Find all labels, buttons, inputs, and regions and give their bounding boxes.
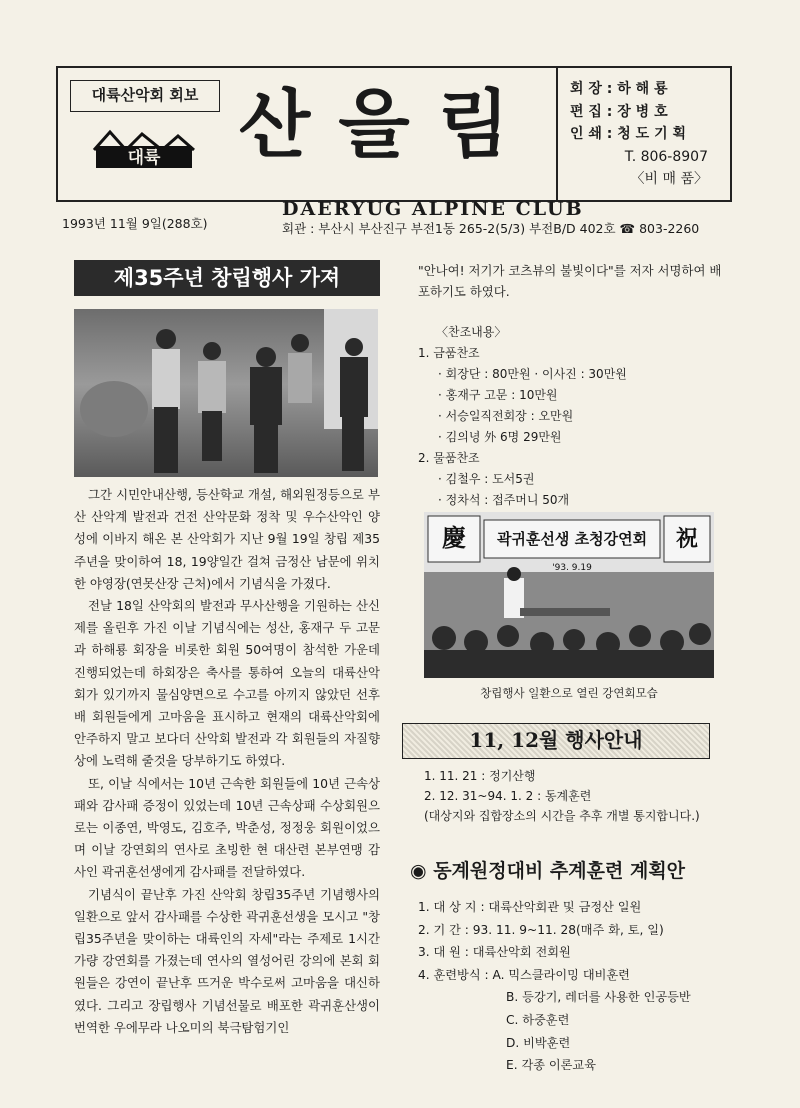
donations-title: 〈찬조내용〉	[436, 325, 507, 339]
event-item: 2. 12. 31~94. 1. 2 : 동계훈련	[424, 789, 592, 803]
training-method: E. 각종 이론교육	[506, 1058, 596, 1073]
donations-list	[418, 322, 728, 532]
org-label: 대륙산악회 회보	[70, 80, 220, 112]
training-row: 1. 대 상 지 : 대륙산악회관 및 금정산 일원	[418, 900, 642, 914]
events-title: 11, 12월 행사안내	[402, 723, 710, 759]
donation-item: · 정차석 : 접주머니 50개	[438, 493, 570, 507]
banner-sub-text: '93. 9.19	[552, 563, 592, 573]
donation-item: · 김철우 : 도서5권	[438, 472, 535, 486]
training-plan-title: ◉ 동계원정대비 추계훈련 계획안	[410, 860, 686, 882]
masthead-divider	[556, 66, 558, 202]
not-for-sale-label: 〈비 매 품〉	[630, 171, 708, 187]
logo-text: 대륙	[127, 148, 161, 168]
banner-left-char: 慶	[442, 523, 466, 552]
issue-date: 1993년 11월 9일(288호)	[62, 216, 208, 231]
ceremony-photo	[74, 309, 378, 477]
club-logo-icon	[92, 128, 196, 172]
article-body	[74, 484, 380, 1039]
club-address: 회관 : 부산시 부산진구 부전1동 265-2(5/3) 부전B/D 402호 ☎ 803-2260	[282, 221, 700, 236]
staff-editor: 편 집 : 장 병 호	[570, 103, 668, 120]
event-item: 1. 11. 21 : 정기산행	[424, 769, 536, 783]
donation-item: · 서승일직전회장 : 오만원	[438, 409, 574, 423]
donation-item: · 회장단 : 80만원 · 이사진 : 30만원	[438, 367, 627, 381]
training-row: 3. 대 원 : 대륙산악회 전회원	[418, 945, 571, 960]
training-row: 4. 훈련방식 : A. 믹스클라이밍 대비훈련	[418, 967, 630, 982]
banner-right-char: 祝	[675, 526, 699, 552]
donation-group-heading: 2. 물품찬조	[418, 451, 480, 465]
banner-main-text: 곽귀훈선생 초청강연회	[496, 530, 648, 548]
article-paragraph: 기념식이 끝난후 가진 산악회 창립35주년 기념행사의 일환으로 앞서 감사패를 수상한 곽귀훈선생을 모시고 "창립35주년을 맞이하는 대륙인의 자세"라는 주제로 1시간 가량 강연회를 가졌는데 연사의 열성어린 강의에 본회 회원들은 강연이 끝난후 뜨거운 박수로써 고마움을 대신하였다. 그리고 장립행사 기념선물로 배포한 곽귀훈산생이 번역한 우에무라 나오미의 북극탐험기인	[74, 886, 380, 1035]
lecture-photo-caption: 창립행사 일환으로 열린 강연회모습	[480, 686, 658, 700]
lecture-photo	[424, 512, 714, 678]
donation-item: · 김의녕 外 6명 29만원	[438, 430, 562, 444]
article-paragraph: 전날 18일 산악회의 발전과 무사산행을 기원하는 산신제를 올린후 가진 이날 기념식에는 성산, 홍재구 두 고문과 하해룡 회장을 비롯한 회원 50여명이 참석한 가운데 진행되었는데 하회장은 축사를 통하여 오늘의 대륙산악회가 있기까지 물심양면으로 수고를 아끼지 않았던 선후배 회원들에게 고마움을 표시하고 현재의 대륙산악회에 안주하지 말고 보다더 산악회 발전과 각 회원들의 자질향상에 노력해 줄것을 당부하기도 하였다.	[74, 598, 380, 769]
training-method: B. 등강기, 레더를 사용한 인공등반	[506, 990, 691, 1005]
club-name-english: DAERYUG ALPINE CLUB	[282, 198, 584, 220]
training-row: 2. 기 간 : 93. 11. 9~11. 28(매주 화, 토, 일)	[418, 922, 664, 937]
training-method: D. 비박훈련	[506, 1035, 571, 1050]
events-list	[424, 766, 724, 826]
article-paragraph: 또, 이날 식에서는 10년 근속한 회원들에 10년 근속상패와 감사패 증정이 있었는데 10년 근속상패 수상회원으로는 이종연, 박영도, 김호주, 박춘성, 정정웅 회원이었으며 이날 강연회의 연사로 초빙한 현 대산련 본부연맹 감사인 곽귀훈선생에게 감사패를 전달하였다.	[74, 775, 380, 880]
event-note: (대상지와 집합장소의 시간을 추후 개별 통지합니다.)	[424, 809, 700, 823]
training-plan	[418, 896, 734, 1077]
staff-phone: T. 806-8907	[624, 148, 708, 165]
donation-item: · 홍재구 고문 : 10만원	[438, 388, 558, 402]
staff-list	[570, 78, 730, 191]
staff-printer: 인 쇄 : 청 도 기 획	[570, 126, 686, 142]
continuation-text: "안나여! 저기가 코츠뷰의 불빛이다"를 저자 서명하여 배포하기도 하였다.	[418, 263, 722, 299]
article-continuation	[418, 260, 728, 302]
training-method: C. 하중훈련	[506, 1012, 570, 1027]
newspaper-title: 산을림	[238, 82, 538, 168]
article-paragraph: 그간 시민안내산행, 등산학교 개설, 해외원정등으로 부산 산악계 발전과 건전 산악문화 정착 및 우수산악인 양성에 이바지 해온 본 산악회가 지난 9월 19일 창립 제35주년을 맞이하여 18, 19양일간 걸쳐 금정산 남문에 위치한 야영장(연못산장 근처)에서 기념식을 가졌다.	[74, 487, 380, 591]
staff-president: 회 장 : 하 해 룡	[570, 81, 668, 97]
donation-group-heading: 1. 금품찬조	[418, 346, 480, 360]
article-headline: 제35주년 창립행사 가져	[74, 260, 380, 296]
